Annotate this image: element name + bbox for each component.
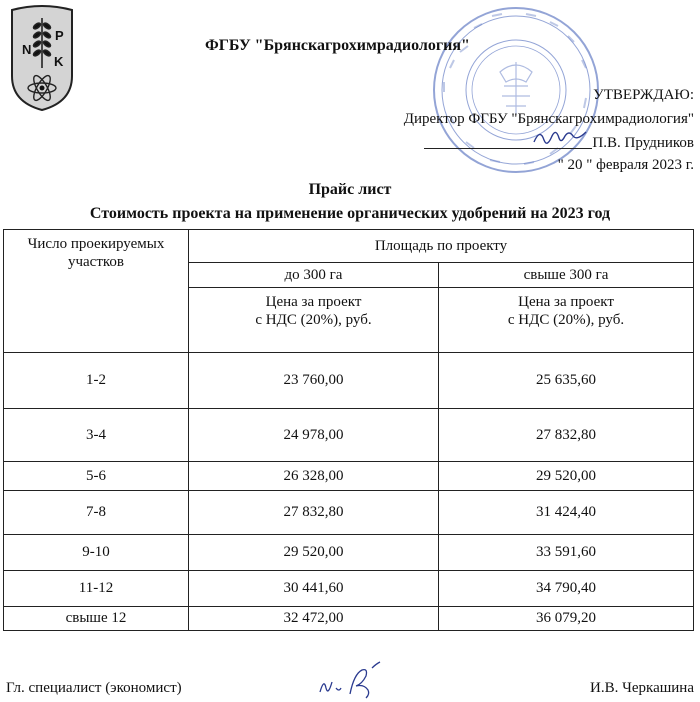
plots-cell: свыше 12 xyxy=(4,607,189,631)
price-label-line1: Цена за проект xyxy=(518,294,614,310)
table-row xyxy=(4,353,694,409)
price-low-cell: 27 832,80 xyxy=(189,491,439,535)
logo-letter-n: N xyxy=(22,42,32,57)
price-high-cell: 36 079,20 xyxy=(439,607,694,631)
price-label-line2: с НДС (20%), руб. xyxy=(507,312,625,328)
price-high-cell: 25 635,60 xyxy=(439,353,694,409)
price-low-cell: 24 978,00 xyxy=(189,409,439,462)
signature-underline xyxy=(424,134,592,149)
footer-name: И.В. Черкашина xyxy=(590,680,694,696)
plots-cell: 5-6 xyxy=(4,462,189,491)
header-plot-count: Число проекируемых участков xyxy=(4,230,189,353)
approval-heading: УТВЕРЖДАЮ: xyxy=(593,87,694,103)
price-high-cell: 27 832,80 xyxy=(439,409,694,462)
price-high-cell: 31 424,40 xyxy=(439,491,694,535)
price-high-cell: 33 591,60 xyxy=(439,535,694,571)
footer-position: Гл. специалист (экономист) xyxy=(6,680,182,696)
header-price-low xyxy=(189,288,439,353)
price-low-cell: 26 328,00 xyxy=(189,462,439,491)
header-area-low: до 300 га xyxy=(189,263,439,288)
director-signature xyxy=(532,126,588,148)
price-low-cell: 32 472,00 xyxy=(189,607,439,631)
approval-position: Директор ФГБУ "Брянскагрохимрадиология" xyxy=(403,111,694,127)
organization-title: ФГБУ "Брянскагрохимрадиология" xyxy=(205,37,470,54)
approval-date: " 20 " февраля 2023 г. xyxy=(557,157,694,173)
table-row xyxy=(4,607,694,631)
price-high-cell: 29 520,00 xyxy=(439,462,694,491)
price-high-cell: 34 790,40 xyxy=(439,571,694,607)
organization-logo xyxy=(8,4,76,112)
table-row xyxy=(4,409,694,462)
header-area: Площадь по проекту xyxy=(189,230,694,263)
table-row xyxy=(4,462,694,491)
plots-cell: 1-2 xyxy=(4,353,189,409)
price-table xyxy=(3,229,694,631)
table-row xyxy=(4,571,694,607)
price-low-cell: 30 441,60 xyxy=(189,571,439,607)
header-area-high: свыше 300 га xyxy=(439,263,694,288)
price-label-line2: с НДС (20%), руб. xyxy=(255,312,372,328)
plots-cell: 7-8 xyxy=(4,491,189,535)
logo-letter-k: K xyxy=(54,54,64,69)
plots-cell: 11-12 xyxy=(4,571,189,607)
document-subtitle: Стоимость проекта на применение органических удобрений на 2023 год xyxy=(89,205,611,222)
approval-signature-line xyxy=(424,134,694,152)
price-low-cell: 29 520,00 xyxy=(189,535,439,571)
price-low-cell: 23 760,00 xyxy=(189,353,439,409)
header-price-high xyxy=(439,288,694,353)
specialist-signature xyxy=(316,658,388,702)
approval-signer-name: П.В. Прудников xyxy=(592,135,694,151)
table-row xyxy=(4,535,694,571)
document-title: Прайс лист xyxy=(308,181,392,198)
price-label-line1: Цена за проект xyxy=(265,294,362,310)
plots-cell: 9-10 xyxy=(4,535,189,571)
plots-cell: 3-4 xyxy=(4,409,189,462)
logo-letter-p: P xyxy=(55,28,64,43)
table-row xyxy=(4,491,694,535)
